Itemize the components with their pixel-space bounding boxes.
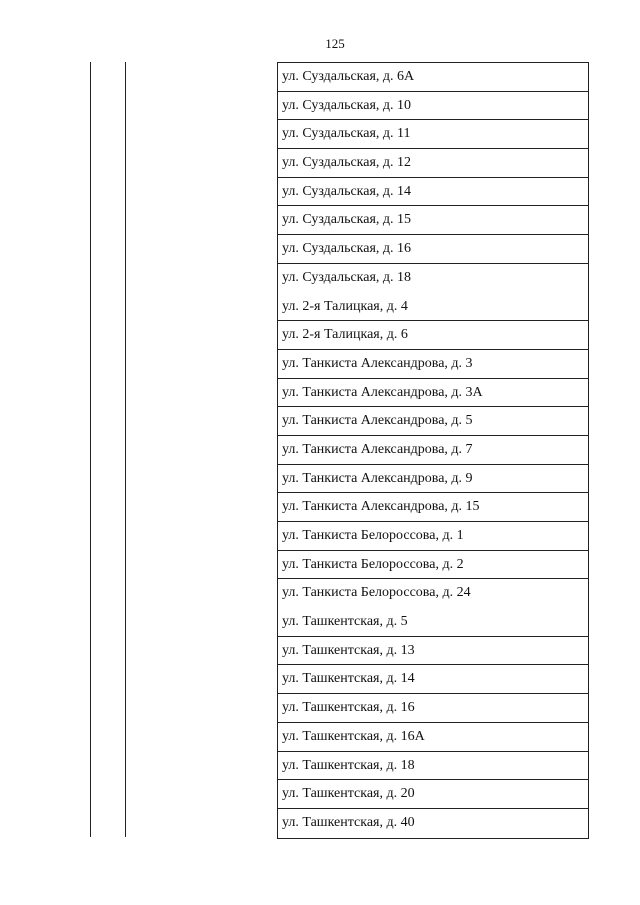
- address-row: ул. Танкиста Белороссова, д. 1: [278, 522, 588, 551]
- address-row: ул. Суздальская, д. 18: [282, 269, 412, 285]
- address-row: ул. 2-я Талицкая, д. 4: [278, 293, 588, 322]
- address-row: ул. Танкиста Александрова, д. 3: [278, 350, 588, 379]
- address-row: ул. Суздальская, д. 16: [278, 235, 588, 264]
- address-row: ул. Танкиста Александрова, д. 5: [278, 407, 588, 436]
- address-row: ул. Танкиста Александрова, д. 15: [278, 493, 588, 522]
- address-row: ул. Ташкентская, д. 16А: [278, 723, 588, 752]
- address-row: ул. Суздальская, д. 10: [278, 92, 588, 121]
- address-row: ул. Ташкентская, д. 13: [278, 637, 588, 666]
- address-row: ул. Ташкентская, д. 20: [278, 780, 588, 809]
- address-row: ул. Танкиста Белороссова, д. 24: [282, 585, 471, 601]
- address-row: ул. Танкиста Александрова, д. 9: [278, 465, 588, 494]
- address-row: ул. Суздальская, д. 6А: [278, 63, 588, 92]
- address-row: ул. Ташкентская, д. 5: [278, 608, 588, 637]
- address-row: ул. Танкиста Белороссова, д. 2: [278, 551, 588, 580]
- address-row: ул. Суздальская, д. 14: [278, 178, 588, 207]
- column-border-middle: [125, 62, 126, 837]
- address-row: ул. 2-я Талицкая, д. 6: [278, 321, 588, 350]
- column-border-left: [90, 62, 91, 837]
- address-table: [277, 62, 589, 839]
- address-row: ул. Суздальская, д. 11: [278, 120, 588, 149]
- address-row: ул. Танкиста Александрова, д. 3А: [278, 379, 588, 408]
- address-row: ул. Ташкентская, д. 18: [278, 752, 588, 781]
- address-row: ул. Ташкентская, д. 40: [282, 814, 415, 830]
- address-row: ул. Суздальская, д. 12: [278, 149, 588, 178]
- address-row: ул. Танкиста Александрова, д. 7: [278, 436, 588, 465]
- page-number: 125: [325, 36, 345, 51]
- address-row: ул. Ташкентская, д. 16: [278, 694, 588, 723]
- address-row: ул. Ташкентская, д. 14: [278, 665, 588, 694]
- address-row: ул. Суздальская, д. 15: [278, 206, 588, 235]
